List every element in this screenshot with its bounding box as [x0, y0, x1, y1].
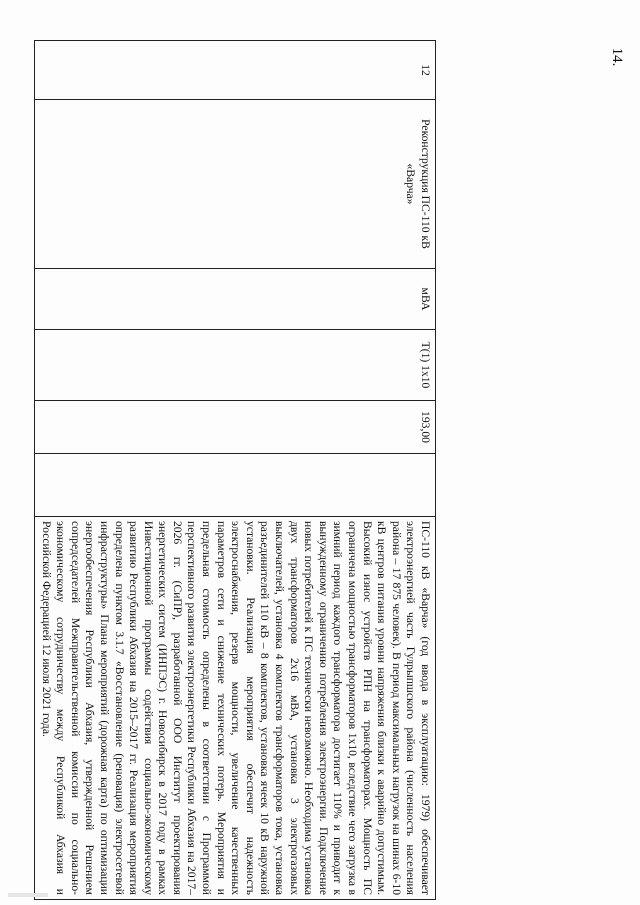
cost-value: 193,00 [419, 411, 432, 443]
description-text: ПС-110 кВ «Варча» (год ввода в эксплуатацию: 1979) обеспечивает электроэнергией часть Гулрыпшского района (численность населения района – 17 875 человек). В период максимальных нагрузок на шинах 6-10 кВ центров питания уровни напряжения близки к аварийно допустимым. Высокий износ устройств РПН на трансформаторах. Мощность ПС ограничена мощностью трансформаторов 1х10, вследствие чего загрузка в зимний период каждого трансформатора достигает 110% и приводит к вынужденному ограничению потребления электроэнергии. Подключение новых потребителей к ПС технически невозможно. Необходима установка двух трансформаторов 2х16 мВА, установка 3 электрогазовых выключателей, установка 4 комплектов трансформаторов тока, установка разъединителей 110 кВ – 8 комплектов, установка ячеек 10 кВ наружной установки. Реализация мероприятия обеспечит надежность электроснабжения, резерв мощности, увеличение качественных параметров сети и снижение технических потерь. Мероприятия и предельная стоимость определены в соответствии с Программой перспективного развития электроэнергетики Республики Абхазия на 2017–2026 гг. (СиПР), разработанной ООО Институт проектирования энергетических систем (ИНПЭС) г. Новосибирск в 2017 году в рамках Инвестиционной программы содействия социально-экономическому развитию Республики Абхазия на 2015–2017 гг. Реализация мероприятия определена пунктом 3.1.7 «Восстановление (реновация) электросетевой инфраструктуры» Плана мероприятий (дорожная карта) по оптимизации энергообеспечения Республики Абхазия, утвержденной Решением сопредседателей Межправительственной комиссии по социально-экономическому сотрудничеству между Республикой Абхазия и Российской Федерацией 12 июля 2021 года. [39, 521, 432, 895]
quantity-cell [34, 330, 435, 401]
rotated-table-container [39, 40, 436, 900]
unit-cell [34, 269, 435, 330]
row-number: 12 [419, 64, 432, 76]
quantity-value: Т(1) 1х10 [419, 341, 432, 389]
row-number-cell [34, 41, 435, 100]
measure-name: Реконструкция ПС-110 кВ «Варча» [404, 119, 432, 249]
cost-cell [34, 401, 435, 454]
measure-name-cell [34, 100, 435, 269]
measures-table [34, 40, 436, 900]
empty-cell [34, 454, 435, 517]
page-number: 14. [609, 47, 625, 67]
table-row [34, 41, 435, 900]
description-cell [34, 517, 435, 900]
scan-artifact [8, 893, 48, 897]
unit-value: мВА [419, 287, 432, 311]
